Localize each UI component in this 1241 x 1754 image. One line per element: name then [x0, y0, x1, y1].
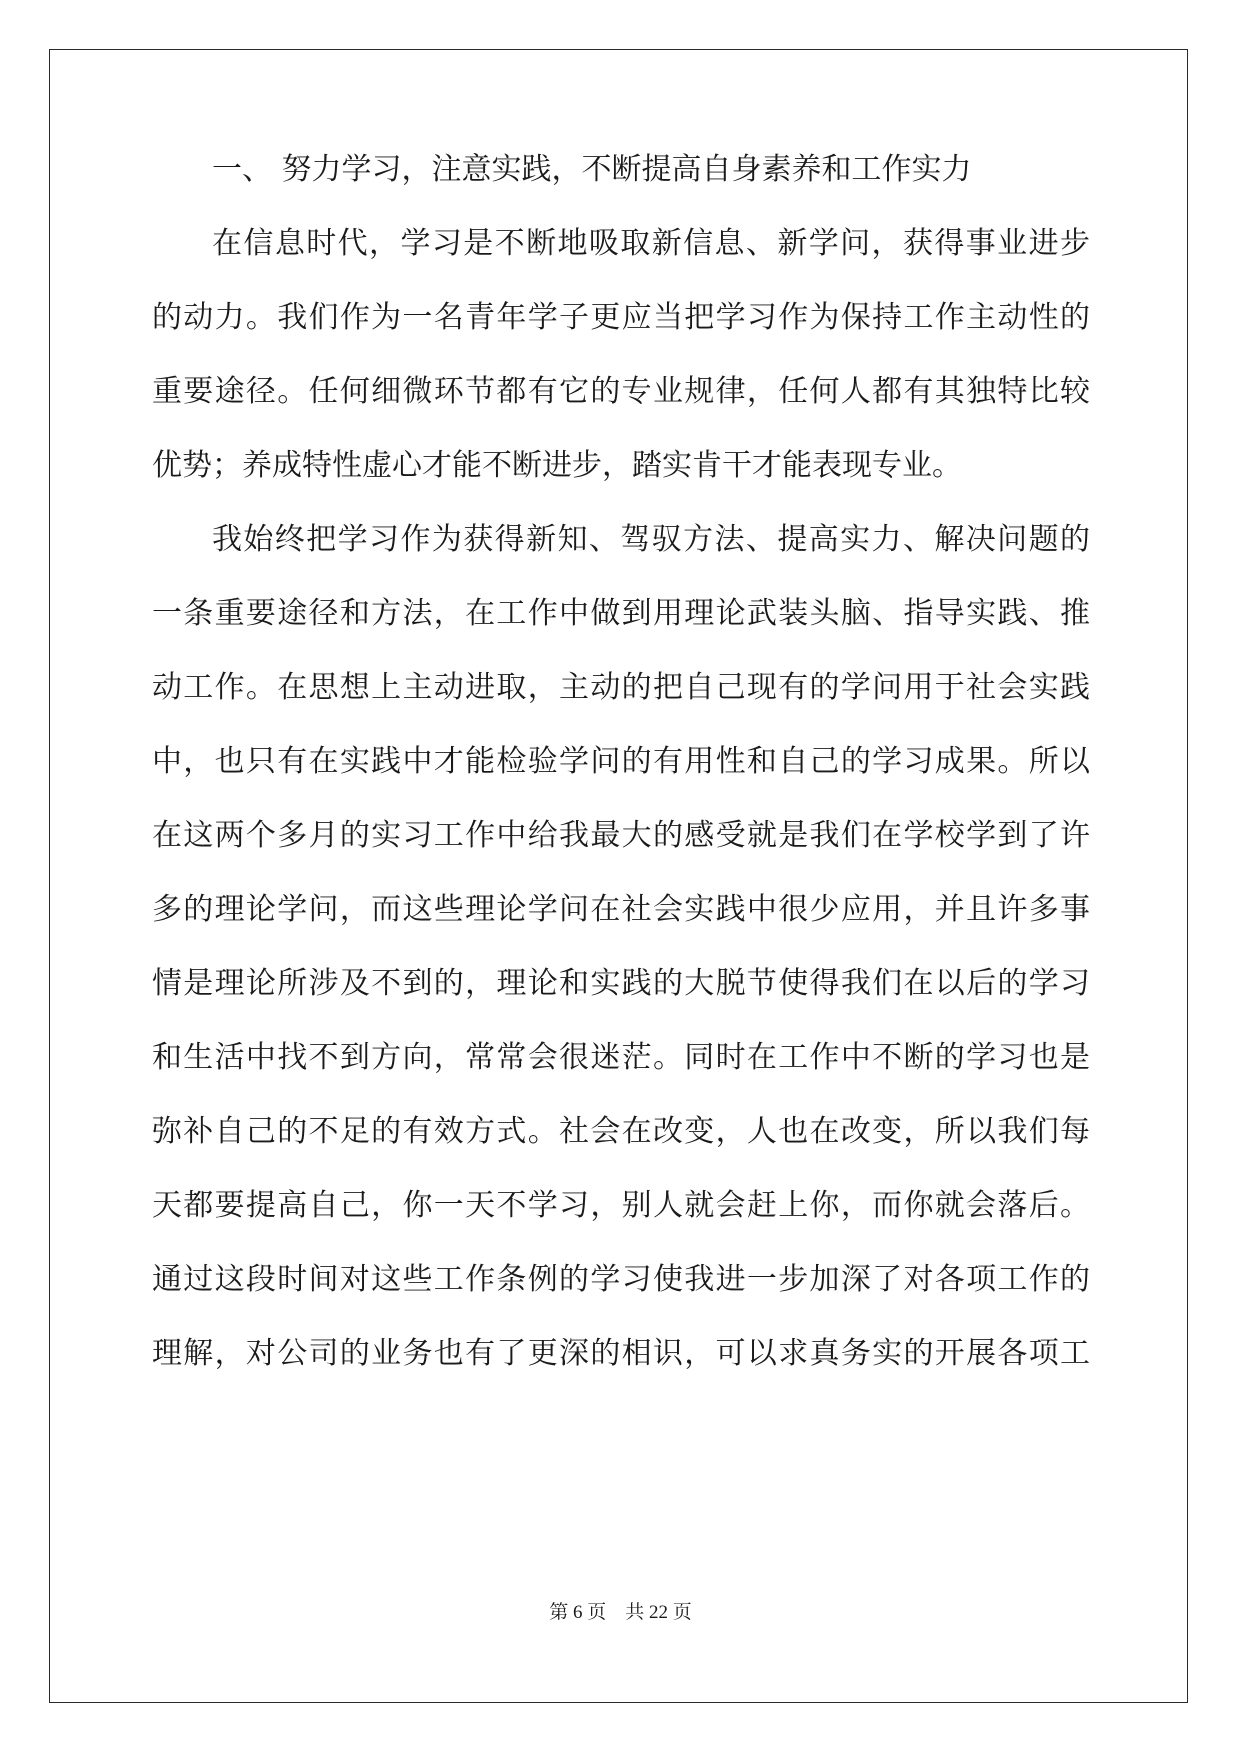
- paragraph-line: 在信息时代，学习是不断地吸取新信息、新学问，获得事业进步: [212, 226, 1090, 261]
- paragraph-line: 中，也只有在实践中才能检验学问的有用性和自己的学习成果。所以: [152, 744, 1090, 779]
- paragraph-line: 我始终把学习作为获得新知、驾驭方法、提高实力、解决问题的: [212, 522, 1090, 557]
- page-footer: [0, 1600, 1241, 1626]
- paragraph-line: 理解，对公司的业务也有了更深的相识，可以求真务实的开展各项工: [152, 1336, 1090, 1371]
- page-total: 共 22 页: [625, 1602, 692, 1623]
- paragraph-line: 优势；养成特性虚心才能不断进步，踏实肯干才能表现专业。: [152, 448, 962, 483]
- paragraph-line: 弥补自己的不足的有效方式。社会在改变，人也在改变，所以我们每: [152, 1114, 1090, 1149]
- section-heading: 一、 努力学习，注意实践，不断提高自身素养和工作实力: [212, 152, 972, 187]
- paragraph-line: 情是理论所涉及不到的，理论和实践的大脱节使得我们在以后的学习: [152, 966, 1090, 1001]
- paragraph-line: 的动力。我们作为一名青年学子更应当把学习作为保持工作主动性的: [152, 300, 1090, 335]
- paragraph-line: 和生活中找不到方向，常常会很迷茫。同时在工作中不断的学习也是: [152, 1040, 1090, 1075]
- paragraph-line: 动工作。在思想上主动进取，主动的把自己现有的学问用于社会实践: [152, 670, 1090, 705]
- paragraph-line: 重要途径。任何细微环节都有它的专业规律，任何人都有其独特比较: [152, 374, 1090, 409]
- paragraph-line: 一条重要途径和方法，在工作中做到用理论武装头脑、指导实践、推: [152, 596, 1090, 631]
- paragraph-line: 天都要提高自己，你一天不学习，别人就会赶上你，而你就会落后。: [152, 1188, 1090, 1223]
- paragraph-line: 通过这段时间对这些工作条例的学习使我进一步加深了对各项工作的: [152, 1262, 1090, 1297]
- paragraph-line: 多的理论学问，而这些理论学问在社会实践中很少应用，并且许多事: [152, 892, 1090, 927]
- paragraph-line: 在这两个多月的实习工作中给我最大的感受就是我们在学校学到了许: [152, 818, 1090, 853]
- page-number: 第 6 页: [549, 1602, 607, 1623]
